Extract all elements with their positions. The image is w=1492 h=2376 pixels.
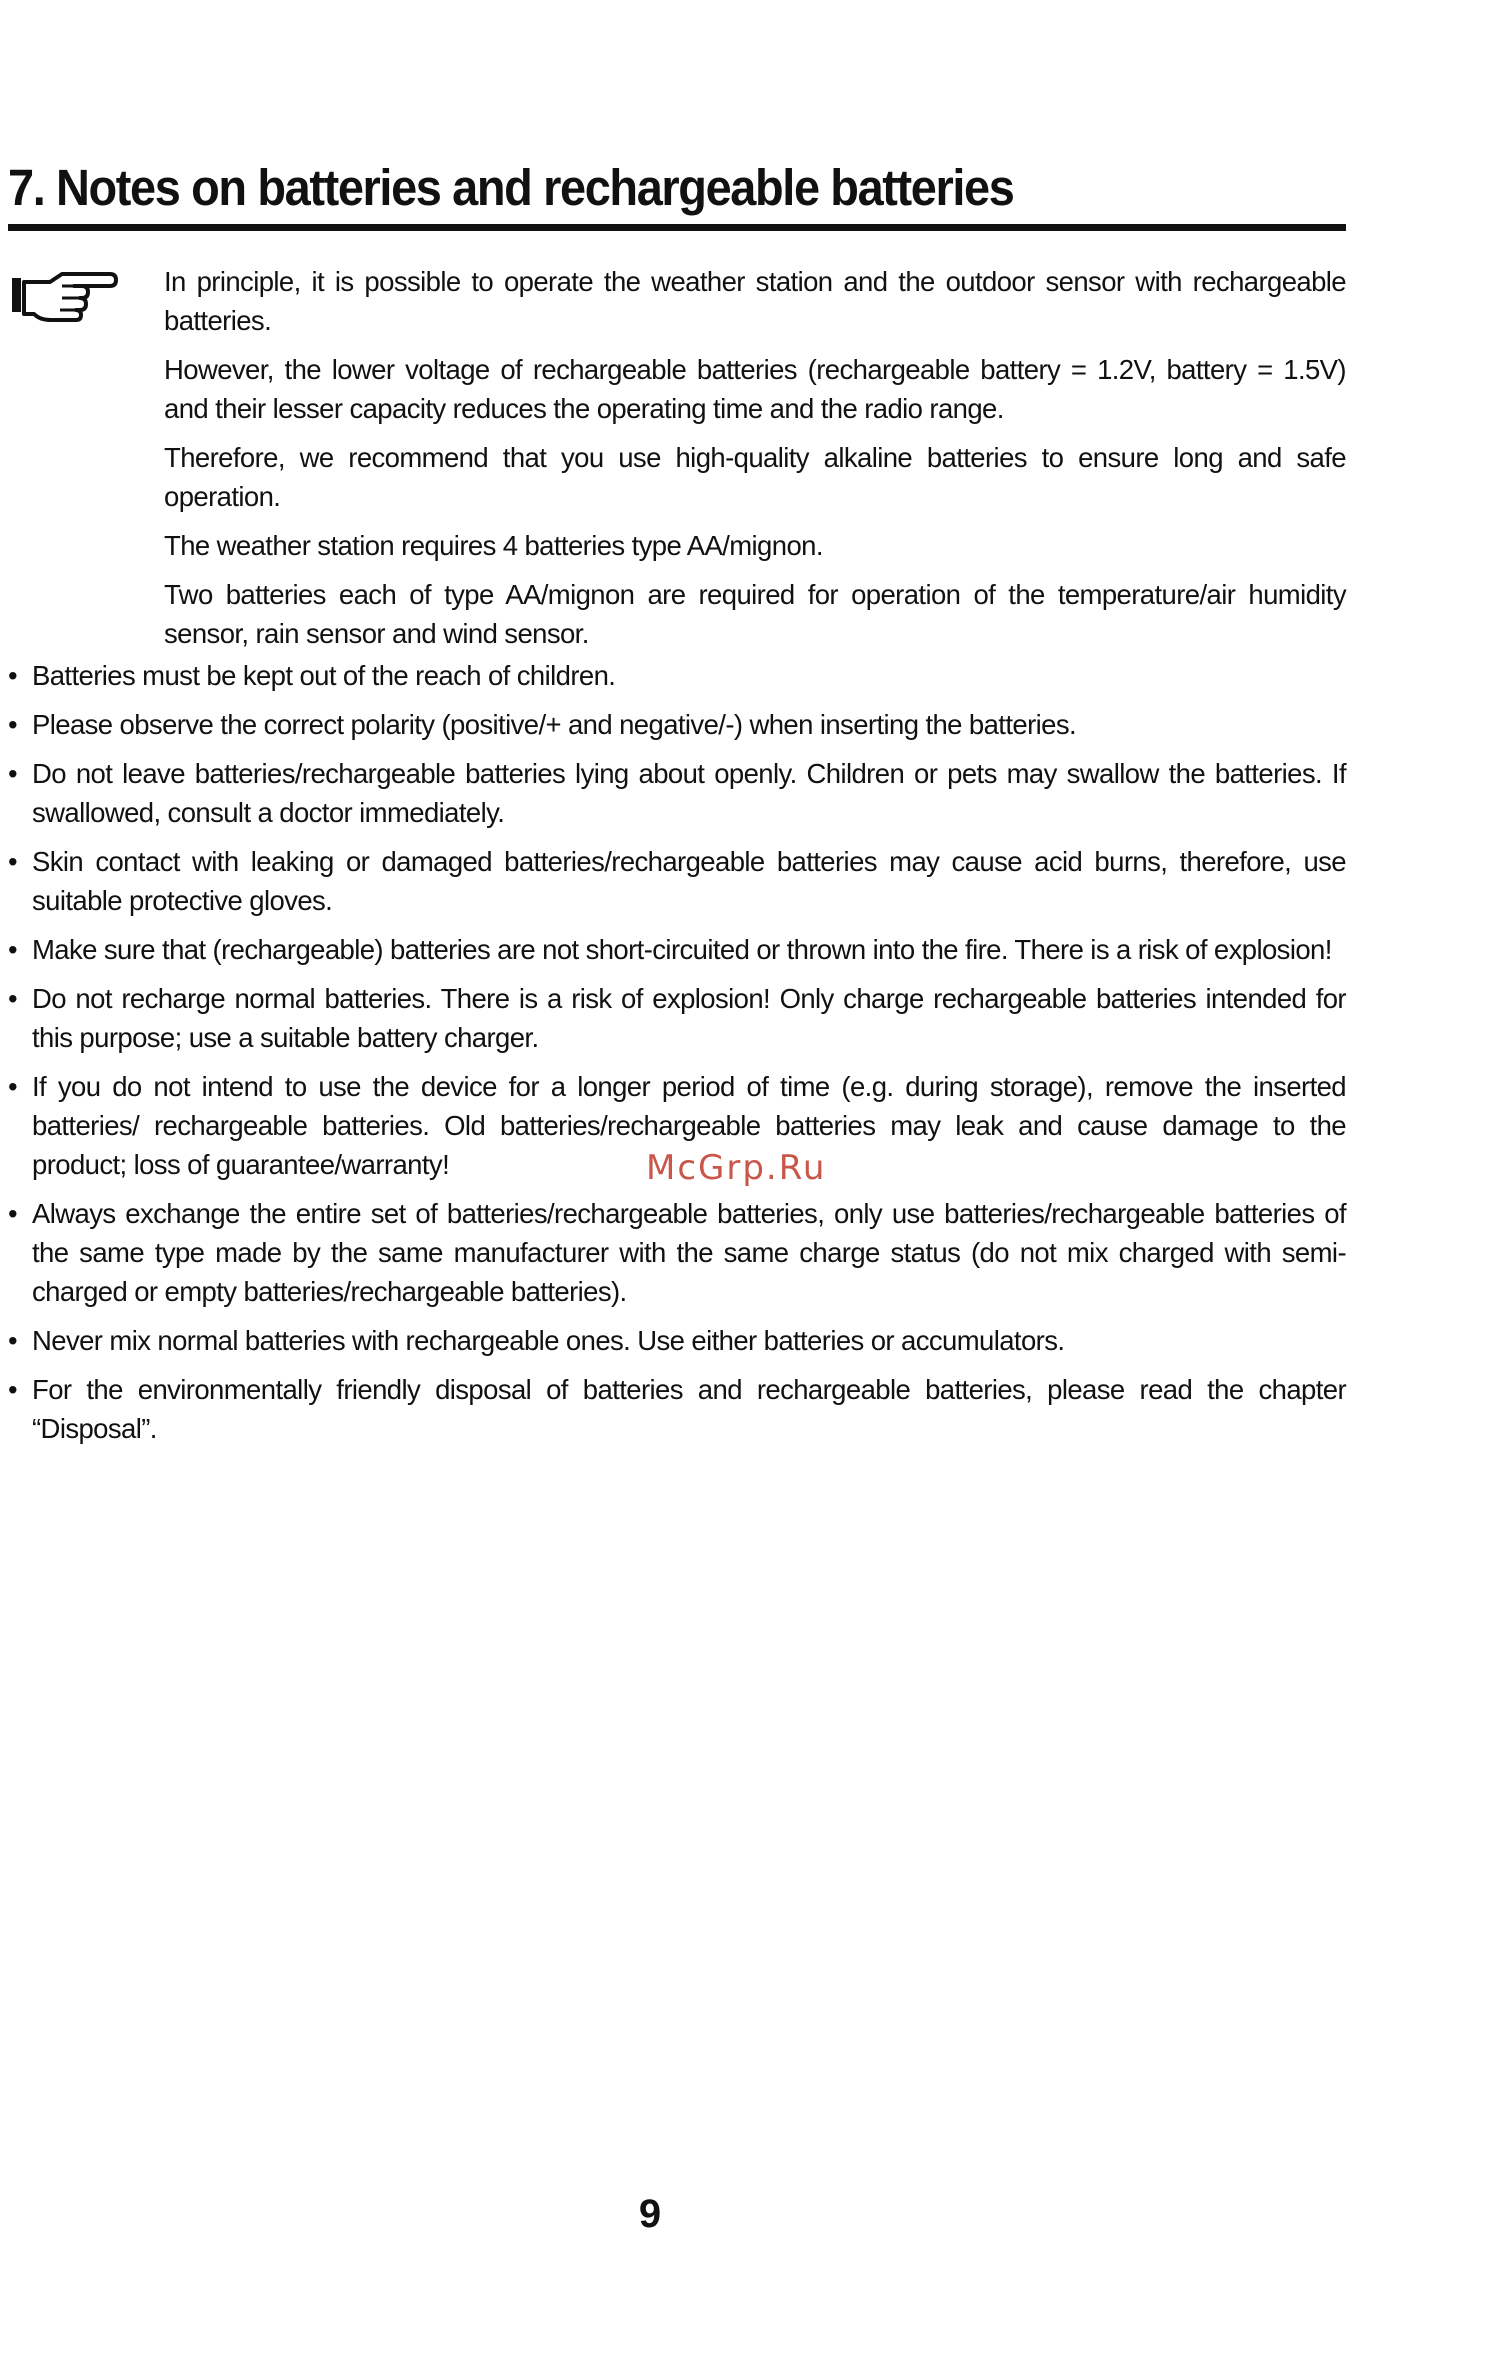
watermark: McGrp.Ru — [646, 1148, 827, 1188]
page-title: 7. Notes on batteries and rechargeable batteries — [8, 159, 1014, 216]
bullet-icon: • — [8, 934, 18, 965]
bullet-icon: • — [8, 660, 18, 691]
list-item-text: Do not leave batteries/rechargeable batteries lying about openly. Children or pets may swallow the batteries. If swallowed, consult a doctor immediately. — [32, 758, 1346, 828]
list-item — [8, 1370, 1346, 1448]
list-item-text: Please observe the correct polarity (positive/+ and negative/-) when inserting the batteries. — [32, 709, 1077, 740]
list-item-text: Skin contact with leaking or damaged batteries/rechargeable batteries may cause acid burns, therefore, use suitable protective gloves. — [32, 846, 1346, 916]
list-item-text: Make sure that (rechargeable) batteries are not short-circuited or thrown into the fire. There is a risk of explosion! — [32, 934, 1332, 965]
bullet-icon: • — [8, 758, 18, 789]
bullet-icon: • — [8, 1198, 18, 1229]
list-item-text: Never mix normal batteries with rechargeable ones. Use either batteries or accumulators. — [32, 1325, 1065, 1356]
list-item-text: For the environmentally friendly disposal of batteries and rechargeable batteries, please read the chapter “Disposal”. — [32, 1374, 1346, 1444]
note-paragraph: The weather station requires 4 batteries type AA/mignon. — [164, 530, 823, 561]
note-text-block — [164, 262, 1346, 663]
bullet-icon: • — [8, 1325, 18, 1356]
bullet-icon: • — [8, 1071, 18, 1102]
list-item — [8, 656, 1346, 695]
list-item-text: Batteries must be kept out of the reach of children. — [32, 660, 616, 691]
note-paragraph: In principle, it is possible to operate the weather station and the outdoor sensor with rechargeable batteries. — [164, 266, 1346, 336]
bullet-icon: • — [8, 1374, 18, 1405]
note-paragraph: Therefore, we recommend that you use high-quality alkaline batteries to ensure long and safe operation. — [164, 442, 1346, 512]
list-item — [8, 842, 1346, 920]
list-item-text: Do not recharge normal batteries. There is a risk of explosion! Only charge rechargeable batteries intended for this purpose; use a suitable battery charger. — [32, 983, 1346, 1053]
list-item — [8, 979, 1346, 1057]
list-item — [8, 1321, 1346, 1360]
title-divider — [8, 224, 1346, 231]
note-paragraph: Two batteries each of type AA/mignon are required for operation of the temperature/air humidity sensor, rain sensor and wind sensor. — [164, 579, 1346, 649]
list-item — [8, 930, 1346, 969]
list-item — [8, 705, 1346, 744]
list-item — [8, 1194, 1346, 1311]
battery-safety-list — [8, 656, 1346, 1458]
bullet-icon: • — [8, 983, 18, 1014]
bullet-icon: • — [8, 846, 18, 877]
list-item — [8, 754, 1346, 832]
page-number: 9 — [638, 2192, 662, 2236]
list-item-text: Always exchange the entire set of batteries/rechargeable batteries, only use batteries/rechargeable batteries of the same type made by the same manufacturer with the same charge status (do not mix charged with semi-charged or empty batteries/rechargeable batteries). — [32, 1198, 1346, 1307]
note-paragraph: However, the lower voltage of rechargeable batteries (rechargeable battery = 1.2V, battery = 1.5V) and their lesser capacity reduces the operating time and the radio range. — [164, 354, 1346, 424]
bullet-icon: • — [8, 709, 18, 740]
pointing-hand-icon — [10, 264, 118, 328]
list-item-text: If you do not intend to use the device for a longer period of time (e.g. during storage), remove the inserted batteries/ rechargeable batteries. Old batteries/rechargeable batteries may leak and cause damage to the product; loss of guarantee/warranty! — [32, 1071, 1346, 1180]
